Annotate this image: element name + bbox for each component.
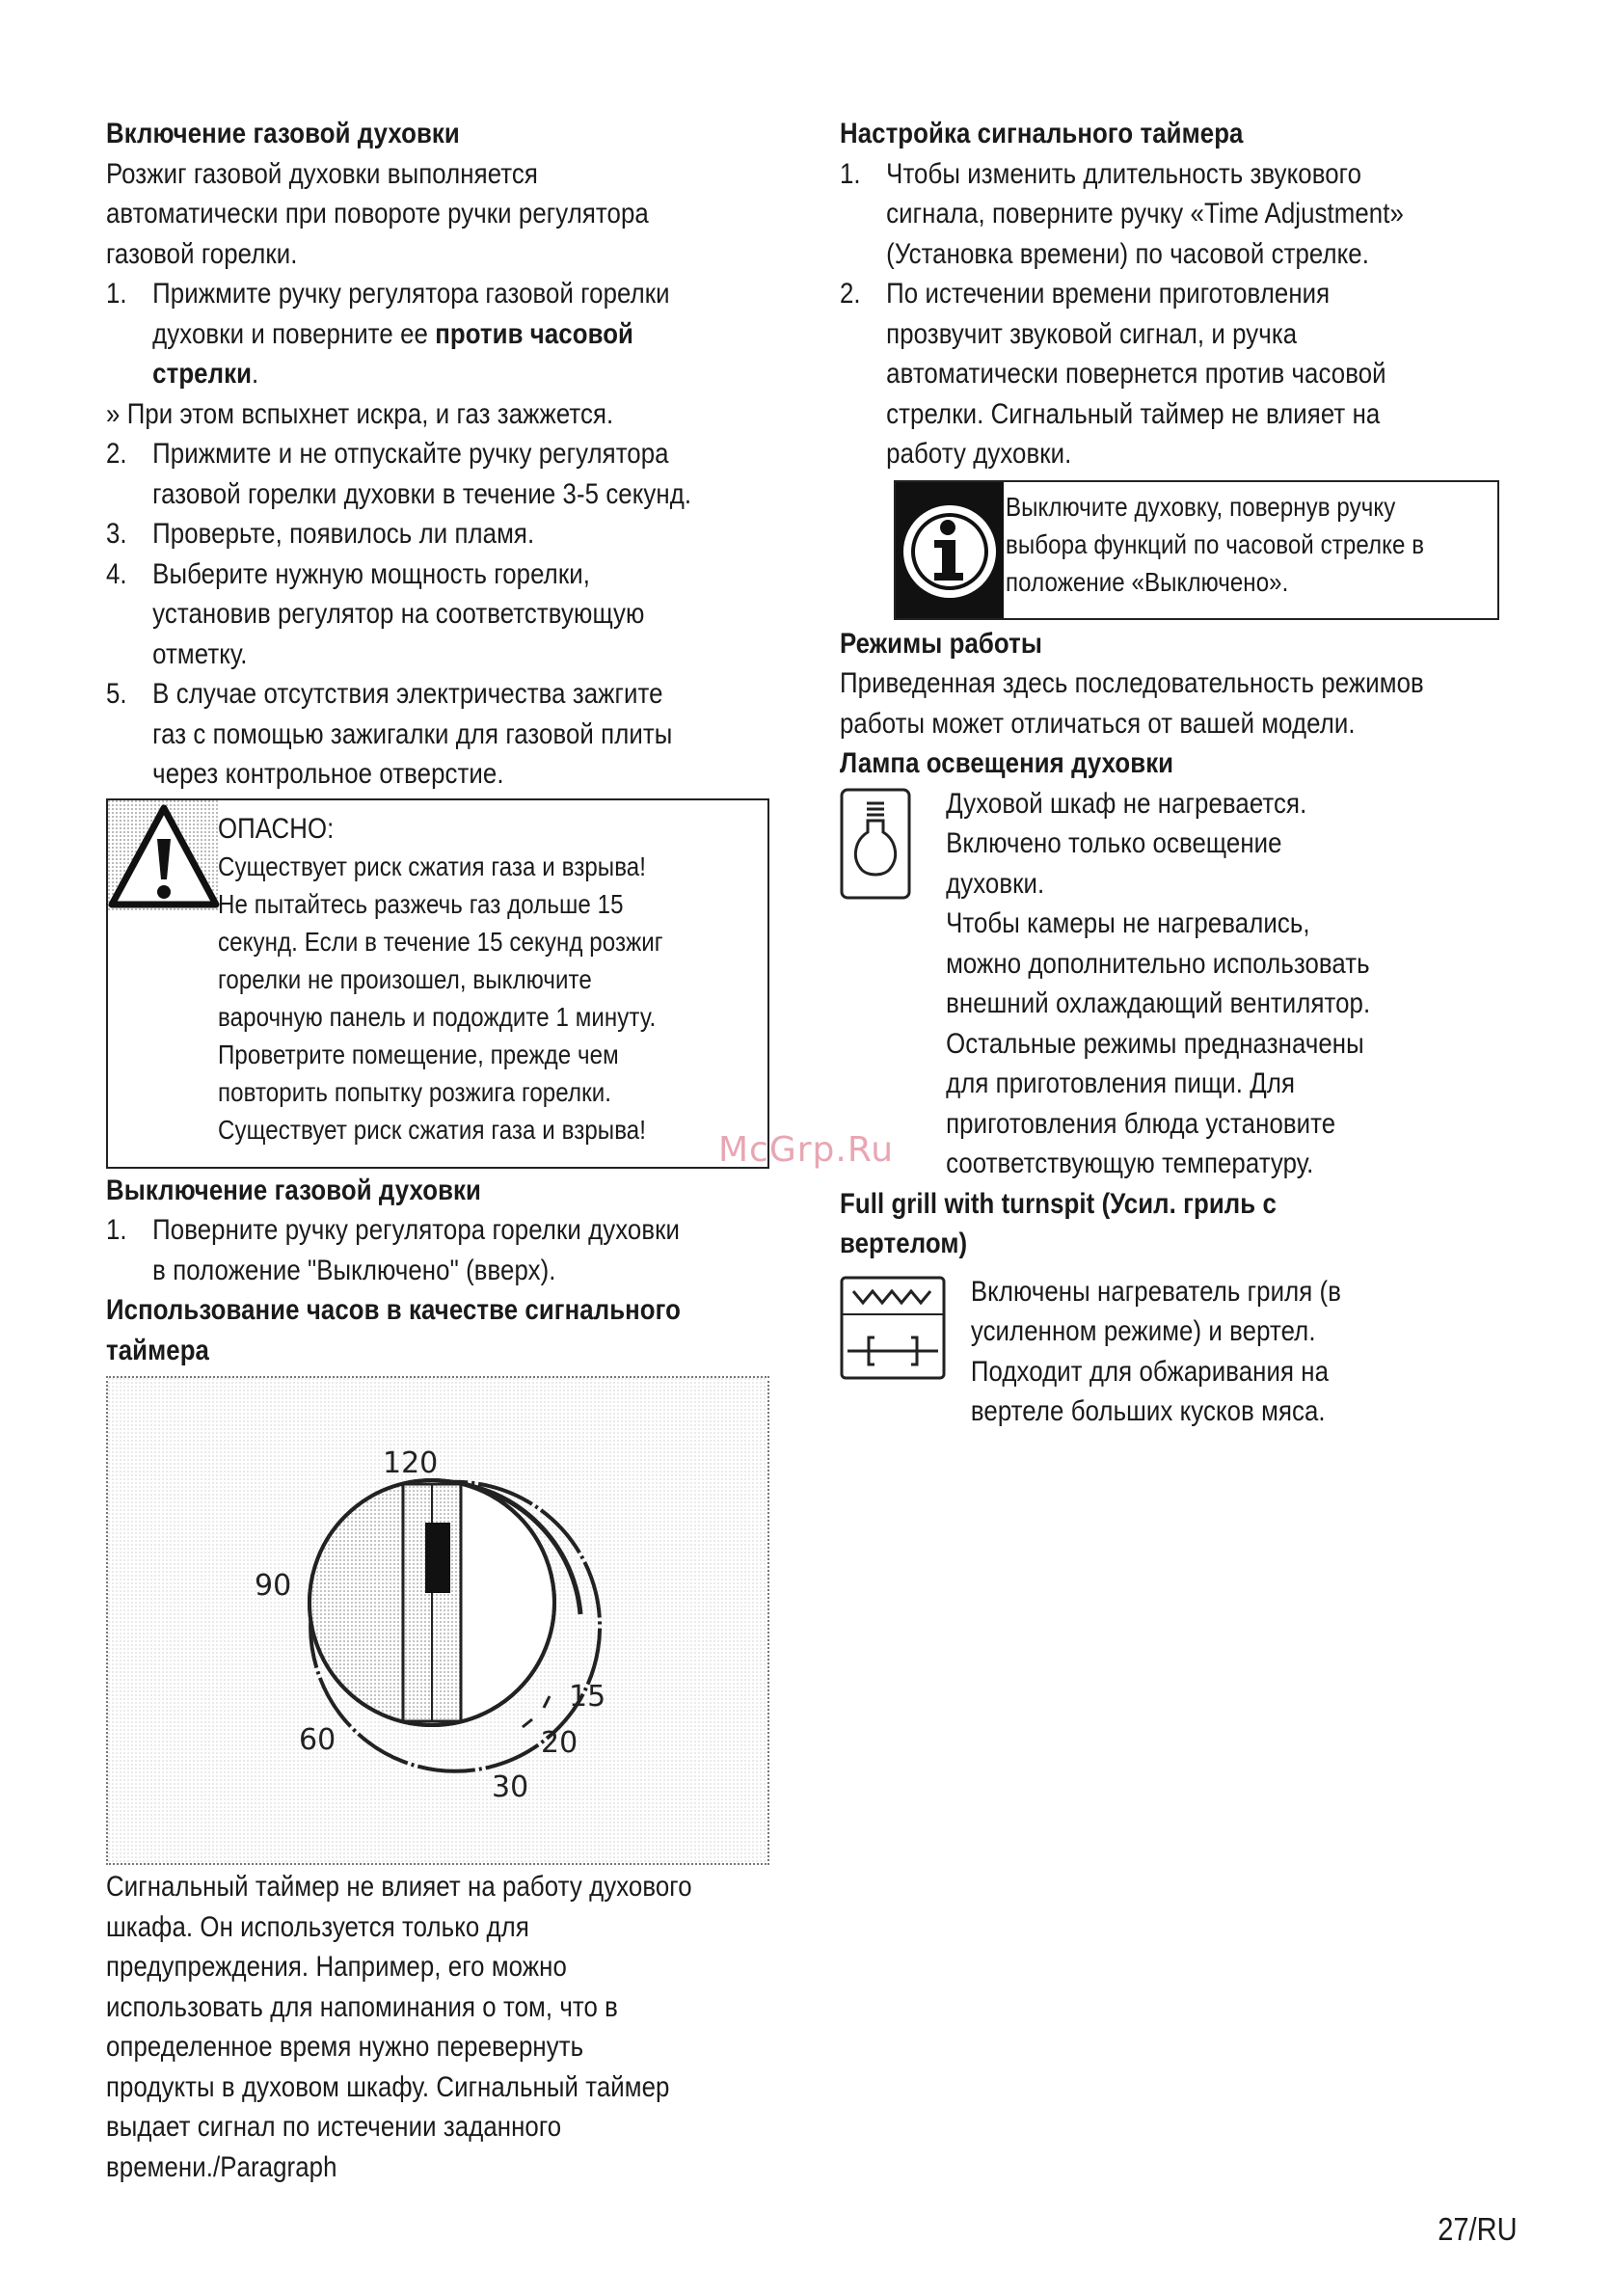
info-line: положение «Выключено». xyxy=(1006,566,1289,597)
warning-line: Проветрите помещение, прежде чем xyxy=(218,1039,619,1069)
bold-text: против часовой xyxy=(435,317,633,350)
list-text: духовки и поверните ее xyxy=(152,317,436,350)
list-item xyxy=(106,434,779,514)
list-line: (Установка времени) по часовой стрелке. xyxy=(886,237,1370,270)
info-note-box xyxy=(894,480,1499,620)
timer-label-120: 120 xyxy=(383,1446,439,1480)
list-line: прозвучит звуковой сигнал, и ручка xyxy=(886,317,1298,350)
section-heading: вертелом) xyxy=(840,1228,968,1259)
timer-illustration xyxy=(106,1376,769,1865)
list-number: 1. xyxy=(106,1214,127,1246)
paragraph-line: Подходит для обжаривания на xyxy=(970,1355,1330,1388)
paragraph-line: усиленном режиме) и вертел. xyxy=(970,1315,1316,1347)
timer-dial-drawing xyxy=(108,1378,767,1863)
list-line: В случае отсутствия электричества зажгите xyxy=(152,678,663,710)
paragraph-line: Духовой шкаф не нагревается. xyxy=(946,787,1307,820)
paragraph-line: Включено только освещение xyxy=(946,827,1282,859)
info-line: выбора функций по часовой стрелке в xyxy=(1006,528,1425,559)
list-number: 1. xyxy=(840,157,861,190)
danger-warning-box xyxy=(106,798,769,1169)
warning-text xyxy=(218,810,715,1148)
list-line: сигнала, поверните ручку «Time Adjustment» xyxy=(886,198,1404,230)
paragraph-line: соответствующую температуру. xyxy=(946,1148,1314,1179)
section-heading: Использование часов в качестве сигнального xyxy=(106,1294,681,1326)
list-number: 2. xyxy=(840,278,861,310)
paragraph-line: шкафа. Он используется только для xyxy=(106,1910,529,1943)
warning-line: Не пытайтесь разжечь газ дольше 15 xyxy=(218,888,624,919)
paragraph-line: определенное время нужно перевернуть xyxy=(106,2031,584,2063)
list-item xyxy=(106,274,779,394)
page-number: 27/RU xyxy=(1438,2211,1518,2247)
right-column xyxy=(840,114,1515,1432)
paragraph-line: Остальные режимы предназначены xyxy=(946,1027,1364,1060)
section-heading: Режимы работы xyxy=(840,627,1042,660)
list-number: 3. xyxy=(106,518,127,550)
paragraph-line: газовой горелки. xyxy=(106,237,298,270)
timer-paragraph xyxy=(106,1867,779,2187)
paragraph-line: приготовления блюда установите xyxy=(946,1107,1336,1140)
mode-grill-text xyxy=(840,1272,1513,1432)
list-item xyxy=(840,154,1513,275)
paragraph-line: вертеле больших кусков мяса. xyxy=(970,1395,1326,1427)
list-line: автоматически повернется против часовой xyxy=(886,358,1386,390)
timer-label-15: 15 xyxy=(569,1680,606,1714)
warning-line: повторить попытку розжига горелки. xyxy=(218,1076,612,1107)
section-heading: Full grill with turnspit (Усил. гриль с xyxy=(840,1187,1277,1220)
list-number: 4. xyxy=(106,557,127,590)
paragraph-line: времени./Paragraph xyxy=(106,2150,337,2183)
section-gas-oven-off xyxy=(106,1171,779,1371)
section-heading: Лампа освещения духовки xyxy=(840,747,1174,779)
section-operating-modes xyxy=(840,624,1513,784)
paragraph-line: духовки. xyxy=(946,867,1045,900)
paragraph-line: продукты в духовом шкафу. Сигнальный таймер xyxy=(106,2070,670,2103)
list-item xyxy=(106,674,779,795)
list-line: газ с помощью зажигалки для газовой плиты xyxy=(152,717,673,750)
mode-lamp-text xyxy=(840,784,1513,1184)
list-line: По истечении времени приготовления xyxy=(886,278,1331,310)
warning-line: Существует риск сжатия газа и взрыва! xyxy=(218,851,647,881)
list-line: Проверьте, появилось ли пламя. xyxy=(152,518,535,550)
watermark: McGrp.Ru xyxy=(718,1130,895,1170)
warning-line: варочную панель и подождите 1 минуту. xyxy=(218,1001,657,1032)
section-heading: Настройка сигнального таймера xyxy=(840,118,1244,149)
list-item xyxy=(106,1210,779,1290)
warning-line: Существует риск сжатия газа и взрыва! xyxy=(218,1114,647,1145)
left-column xyxy=(106,114,781,2187)
list-line: Чтобы изменить длительность звукового xyxy=(886,157,1362,190)
list-line: газовой горелки духовки в течение 3-5 секунд. xyxy=(152,477,692,510)
section-alarm-timer-setup xyxy=(840,114,1513,474)
section-heading: Включение газовой духовки xyxy=(106,118,460,149)
list-line: отметку. xyxy=(152,637,248,670)
bold-text: стрелки xyxy=(152,358,253,390)
paragraph-line: выдает сигнал по истечении заданного xyxy=(106,2111,562,2143)
paragraph-line: Включены нагреватель гриля (в xyxy=(970,1275,1342,1308)
list-number: 5. xyxy=(106,678,127,710)
timer-label-90: 90 xyxy=(255,1569,292,1603)
paragraph-line: Чтобы камеры не нагревались, xyxy=(946,907,1310,939)
warning-line: горелки не произошел, выключите xyxy=(218,963,592,994)
list-line: установив регулятор на соответствующую xyxy=(152,598,645,630)
list-line: Прижмите ручку регулятора газовой горелки xyxy=(152,278,670,310)
section-gas-oven-ignition xyxy=(106,114,779,795)
list-number: 2. xyxy=(106,438,127,470)
list-line: работу духовки. xyxy=(886,438,1072,470)
paragraph-line: для приготовления пищи. Для xyxy=(946,1067,1296,1099)
mode-full-grill-turnspit xyxy=(840,1272,1515,1432)
list-line: Поверните ручку регулятора горелки духовки xyxy=(152,1214,681,1246)
list-line: через контрольное отверстие. xyxy=(152,758,504,790)
info-text xyxy=(1006,488,1437,601)
list-item xyxy=(840,274,1513,474)
info-line: Выключите духовку, повернув ручку xyxy=(1006,491,1396,522)
section-full-grill-heading xyxy=(840,1184,1513,1264)
paragraph-line: использовать для напоминания о том, что в xyxy=(106,1990,618,2023)
paragraph-line: автоматически при повороте ручки регулятора xyxy=(106,198,649,230)
list-item xyxy=(106,514,779,554)
paragraph-line: Розжиг газовой духовки выполняется xyxy=(106,157,538,190)
list-item xyxy=(106,554,779,675)
paragraph-line: Сигнальный таймер не влияет на работу духового xyxy=(106,1871,692,1903)
result-line: » При этом вспыхнет искра, и газ зажжется. xyxy=(106,397,614,430)
timer-label-20: 20 xyxy=(541,1726,578,1760)
paragraph-line: внешний охлаждающий вентилятор. xyxy=(946,987,1371,1019)
list-line xyxy=(152,314,779,355)
list-line: Выберите нужную мощность горелки, xyxy=(152,557,590,590)
paragraph-line: предупреждения. Например, его можно xyxy=(106,1951,567,1983)
warning-line: секунд. Если в течение 15 секунд розжиг xyxy=(218,926,663,957)
info-icon xyxy=(896,482,1004,618)
paragraph-line: работы может отличаться от вашей модели. xyxy=(840,707,1356,740)
warning-triangle-icon xyxy=(108,800,220,912)
list-line: в положение "Выключено" (вверх). xyxy=(152,1254,556,1286)
mode-lamp xyxy=(840,784,1515,1184)
section-heading: Выключение газовой духовки xyxy=(106,1174,481,1206)
timer-label-30: 30 xyxy=(492,1770,529,1804)
paragraph-line: можно дополнительно использовать xyxy=(946,947,1370,980)
list-text: . xyxy=(252,358,259,390)
list-line: стрелки. Сигнальный таймер не влияет на xyxy=(886,397,1381,430)
section-heading: таймера xyxy=(106,1334,209,1366)
warning-title: ОПАСНО: xyxy=(218,812,335,845)
list-line: Прижмите и не отпускайте ручку регулятора xyxy=(152,438,669,470)
timer-label-60: 60 xyxy=(299,1723,336,1757)
list-line xyxy=(152,354,779,394)
list-number: 1. xyxy=(106,278,127,310)
paragraph-line: Приведенная здесь последовательность режимов xyxy=(840,667,1424,699)
